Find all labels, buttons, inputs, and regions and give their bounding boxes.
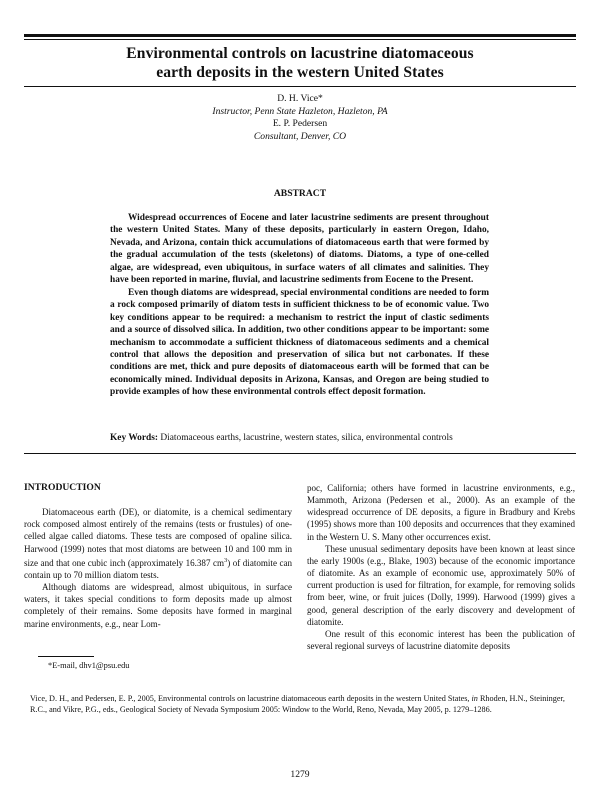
paper-title bbox=[24, 44, 576, 82]
author-name: D. H. Vice* bbox=[277, 93, 323, 104]
author-affiliation: Consultant, Denver, CO bbox=[253, 130, 347, 142]
abstract-paragraph: Widespread occurrences of Eocene and later lacustrine sediments are present throughout the western United States. Many of these deposits, particularly in eastern Oregon, Idaho, Nevada, and Arizona, contain thick accumulations of diatomaceous earth that were formed by the gradual accumulation of the tests (skeletons) of diatoms. Diatoms, a type of one-celled algae, are widespread, even ubiquitous, in surface waters of all climates and salinities. They have been reported in marine, fluvial, and lacustrine sediments from Eocene to the Present. bbox=[110, 213, 489, 286]
keywords-text: Diatomaceous earths, lacustrine, western states, silica, environmental controls bbox=[160, 433, 453, 443]
keywords-label: Key Words: bbox=[110, 433, 159, 443]
body-paragraph: poc, California; others have formed in lacustrine environments, e.g., Mammoth, Arizona (Pedersen et al., 2000). As an example of the widespread occurrence of DE deposits, a figure in Bradbury and Krebs (1995) shows more than 100 deposits and occurrences that they examined in the Western U. S. Many other occurrences exist. bbox=[307, 483, 575, 542]
left-column bbox=[24, 482, 292, 630]
body-paragraph: Although diatoms are widespread, almost ubiquitous, in surface waters, it takes special conditions to form deposits made up almost completely of their remains. Some deposits have formed in marginal marine environments, e.g., near Lom- bbox=[24, 582, 292, 629]
abstract-paragraph: Even though diatoms are widespread, special environmental conditions are needed to form a rock composed primarily of diatom tests in sufficient thickness to be of economic value. Two key conditions appear to be required: a mechanism to restrict the input of clastic sediments and a source of dissolved silica. In addition, two other conditions appear to be important: some mechanism to accommodate a sufficient thickness of diatomaceous sediments and a chemical control that allows the deposition and preservation of silica but not carbonates. If these conditions are met, thick and pure deposits of diatomaceous earth will be formed that can be economically mined. Individual deposits in Arizona, Kansas, and Oregon are being studied to provide examples of how these environmental controls effect deposit formation. bbox=[110, 287, 489, 398]
body-paragraph: One result of this economic interest has been the publication of several regional surveys of lacustrine diatomite deposits bbox=[307, 628, 575, 652]
title-line-1: Environmental controls on lacustrine diatomaceous bbox=[126, 45, 474, 62]
body-paragraph: These unusual sedimentary deposits have been known at least since the early 1900s (e.g., Blake, 1903) because of the economic importance of diatomite. As an example of economic use, approximately 50% of current production is used for filtration, for example, for removing solids from beer, wine, or fruit juices (Dolly, 1999). Harwood (1999) gives a good, general description of the early discovery and development of diatomite. bbox=[307, 543, 575, 627]
title-bottom-rule bbox=[24, 86, 576, 87]
top-rule-thick bbox=[24, 34, 576, 37]
abstract-bottom-rule bbox=[24, 453, 576, 454]
citation: Vice, D. H., and Pedersen, E. P., 2005, Environmental controls on lacustrine diatomaceous earth deposits in the western United States, in Rhoden, H.N., Steininger, R.C., and Vikre, P.G., eds., Geological Society of Nevada Symposium 2005: Window to the World, Reno, Nevada, May 2005, p. 1279–1286. bbox=[30, 694, 565, 715]
author-name: E. P. Pedersen bbox=[272, 118, 328, 130]
author-affiliation: Instructor, Penn State Hazleton, Hazleton, PA bbox=[212, 105, 388, 117]
right-column bbox=[307, 482, 575, 652]
page-number: 1279 bbox=[290, 769, 310, 780]
footnote-rule bbox=[38, 656, 94, 657]
title-line-2: earth deposits in the western United States bbox=[156, 64, 444, 81]
body-paragraph: Diatomaceous earth (DE), or diatomite, is a chemical sedimentary rock composed almost entirely of the remains (tests or frustules) of one-celled algae called diatoms. These tests are composed of opaline silica. Harwood (1999) notes that most diatoms are between 10 and 100 mm in size and that one cubic inch (approximately 16.387 $cm^3$) of diatomite can contain up to 70 million diatom tests. bbox=[24, 507, 292, 580]
abstract-heading: ABSTRACT bbox=[273, 188, 327, 199]
abstract-body bbox=[110, 212, 489, 399]
footnote: *E-mail, dhv1@psu.edu bbox=[48, 661, 130, 670]
section-heading: INTRODUCTION bbox=[24, 482, 101, 493]
author-block bbox=[24, 93, 576, 143]
keywords-line bbox=[110, 433, 510, 443]
top-rule-thin bbox=[24, 39, 576, 40]
